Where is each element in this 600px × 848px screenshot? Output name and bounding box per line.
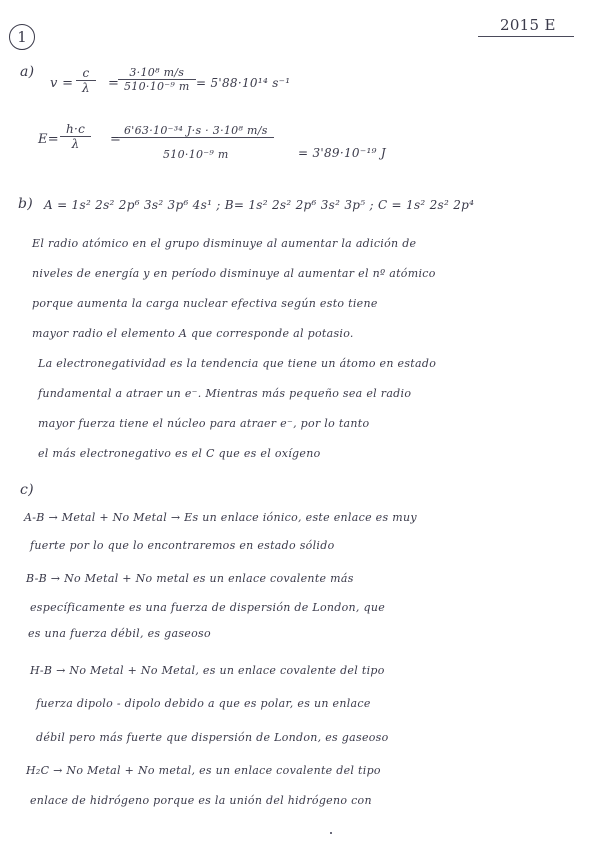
bonding-line: débil pero más fuerte que dispersión de London, es gaseoso <box>36 731 389 744</box>
electronegativity-paragraph-line: mayor fuerza tiene el núcleo para atraer e⁻, por lo tanto <box>38 417 370 430</box>
electron-configurations: A = 1s² 2s² 2p⁶ 3s² 3p⁶ 4s¹ ; B= 1s² 2s² 2p⁶ 3s² 3p⁵ ; C = 1s² 2s² 2p⁴ <box>44 198 475 212</box>
eq2-fraction-values: $\frac{\text{6'63·10⁻³⁴ J·s · 3·10⁸ m/s}}{\text{510·10⁻⁹ m}}$ <box>118 124 274 161</box>
radius-paragraph-line: mayor radio el elemento A que corresponde al potasio. <box>32 327 354 340</box>
bonding-line: fuerza dipolo - dipolo debido a que es polar, es un enlace <box>36 697 371 710</box>
electronegativity-paragraph-line: el más electronegativo es el C que es el oxígeno <box>38 447 321 460</box>
year-label: 2015 E <box>500 16 556 34</box>
eq1-equals: = <box>108 76 120 91</box>
bonding-line: H₂C → No Metal + No metal, es un enlace covalente del tipo <box>26 764 381 777</box>
eq2-lhs: E= <box>38 132 59 147</box>
stray-mark <box>330 832 332 834</box>
radius-paragraph-line: niveles de energía y en período disminuye al aumentar el nº atómico <box>32 267 436 280</box>
part-c-label: c) <box>20 482 34 498</box>
part-a-label: a) <box>20 64 35 80</box>
question-number-circle: 1 <box>9 24 35 50</box>
radius-paragraph-line: porque aumenta la carga nuclear efectiva según esto tiene <box>32 297 378 310</box>
eq2-equals: = <box>110 132 122 147</box>
part-b-label: b) <box>18 196 34 212</box>
bonding-line: específicamente es una fuerza de dispersión de London, que <box>30 601 386 614</box>
electronegativity-paragraph-line: fundamental a atraer un e⁻. Mientras más pequeño sea el radio <box>38 387 412 400</box>
eq1-fraction-c-over-lambda: $\frac{c}{\lambda}$ <box>76 66 96 95</box>
eq1-lhs: v = <box>50 76 74 91</box>
electronegativity-paragraph-line: La electronegatividad es la tendencia que tiene un átomo en estado <box>38 357 437 370</box>
eq1-fraction-values: $\frac{\text{3·10⁸ m/s}}{\text{510·10⁻⁹ m}}$ <box>118 66 196 93</box>
bonding-line: enlace de hidrógeno porque es la unión del hidrógeno con <box>30 794 372 807</box>
eq2-result: = 3'89·10⁻¹⁹ J <box>298 146 386 160</box>
bonding-line: es una fuerza débil, es gaseoso <box>28 627 211 640</box>
bonding-line: H-B → No Metal + No Metal, es un enlace covalente del tipo <box>30 664 385 677</box>
bonding-line: fuerte por lo que lo encontraremos en estado sólido <box>30 539 335 552</box>
bonding-line: A-B → Metal + No Metal → Es un enlace iónico, este enlace es muy <box>24 511 417 524</box>
eq2-fraction-hc-over-lambda: $\frac{h\cdot c}{\lambda}$ <box>60 122 91 151</box>
bonding-line: B-B → No Metal + No metal es un enlace covalente más <box>26 572 354 585</box>
year-underline <box>478 36 574 37</box>
radius-paragraph-line: El radio atómico en el grupo disminuye al aumentar la adición de <box>32 237 417 250</box>
eq1-result: = 5'88·10¹⁴ s⁻¹ <box>196 76 291 90</box>
